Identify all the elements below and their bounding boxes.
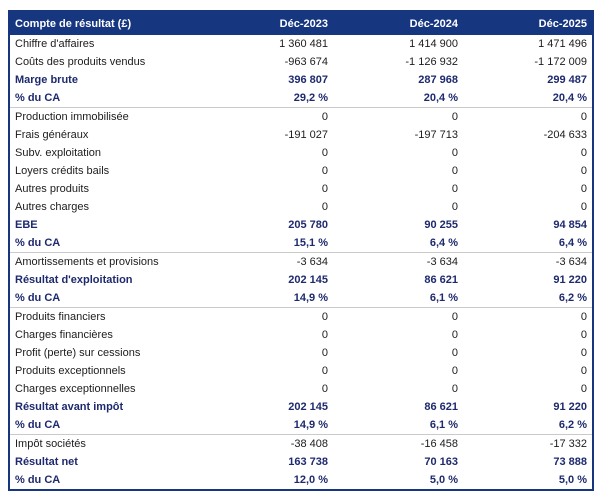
table-row bbox=[9, 126, 593, 144]
row-label: Amortissements et provisions bbox=[15, 256, 159, 268]
row-label: % du CA bbox=[9, 289, 178, 308]
cell-dec-2025: 0 bbox=[580, 329, 587, 341]
cell-dec-2025: 0 bbox=[580, 201, 587, 213]
cell-dec-2023: 0 bbox=[321, 347, 328, 359]
cell-dec-2024: 0 bbox=[451, 201, 458, 213]
table-row bbox=[9, 453, 593, 471]
cell-dec-2025: -204 633 bbox=[543, 129, 587, 141]
row-label: Profit (perte) sur cessions bbox=[15, 347, 141, 359]
cell-dec-2025: 0 bbox=[580, 183, 587, 195]
table-row bbox=[9, 198, 593, 216]
cell-dec-2025: 1 471 496 bbox=[538, 38, 587, 50]
row-label: Autres produits bbox=[15, 183, 89, 195]
cell-dec-2025: 20,4 % bbox=[463, 89, 593, 108]
table-row bbox=[9, 362, 593, 380]
table-row bbox=[9, 144, 593, 162]
cell-dec-2023: 163 738 bbox=[288, 456, 328, 468]
cell-dec-2025: 6,2 % bbox=[463, 416, 593, 435]
cell-dec-2025: 91 220 bbox=[553, 274, 587, 286]
cell-dec-2024: 0 bbox=[451, 311, 458, 323]
cell-dec-2023: 0 bbox=[321, 111, 328, 123]
table-header-row bbox=[9, 11, 593, 35]
table-row bbox=[9, 180, 593, 198]
cell-dec-2023: 202 145 bbox=[288, 401, 328, 413]
cell-dec-2024: -197 713 bbox=[414, 129, 458, 141]
row-label: Chiffre d'affaires bbox=[15, 38, 95, 50]
row-label: Marge brute bbox=[15, 74, 78, 86]
table-row bbox=[9, 326, 593, 344]
table-row bbox=[9, 380, 593, 398]
row-label: EBE bbox=[15, 219, 38, 231]
cell-dec-2024: 20,4 % bbox=[333, 89, 463, 108]
cell-dec-2024: -16 458 bbox=[420, 438, 458, 450]
cell-dec-2023: 14,9 % bbox=[178, 416, 333, 435]
table-row bbox=[9, 271, 593, 289]
cell-dec-2023: -38 408 bbox=[290, 438, 328, 450]
row-label: % du CA bbox=[9, 234, 178, 253]
cell-dec-2025: 0 bbox=[580, 365, 587, 377]
cell-dec-2023: 15,1 % bbox=[178, 234, 333, 253]
cell-dec-2023: 14,9 % bbox=[178, 289, 333, 308]
cell-dec-2023: 0 bbox=[321, 383, 328, 395]
cell-dec-2023: -963 674 bbox=[284, 56, 328, 68]
cell-dec-2024: 0 bbox=[451, 347, 458, 359]
table-row bbox=[9, 108, 593, 127]
row-label: Production immobilisée bbox=[15, 111, 129, 123]
table-row bbox=[9, 471, 593, 490]
cell-dec-2023: 0 bbox=[321, 311, 328, 323]
cell-dec-2025: 6,2 % bbox=[463, 289, 593, 308]
column-header-dec-2024: Déc-2024 bbox=[333, 11, 463, 35]
table-row bbox=[9, 35, 593, 53]
row-label: Charges financières bbox=[15, 329, 113, 341]
cell-dec-2025: -17 332 bbox=[549, 438, 587, 450]
row-label: Produits exceptionnels bbox=[15, 365, 126, 377]
cell-dec-2024: 0 bbox=[451, 111, 458, 123]
row-label: Résultat net bbox=[15, 456, 78, 468]
cell-dec-2023: 0 bbox=[321, 201, 328, 213]
cell-dec-2025: 91 220 bbox=[553, 401, 587, 413]
cell-dec-2025: 94 854 bbox=[553, 219, 587, 231]
cell-dec-2025: 0 bbox=[580, 111, 587, 123]
table-body bbox=[9, 35, 593, 490]
cell-dec-2024: 70 163 bbox=[424, 456, 458, 468]
cell-dec-2025: 0 bbox=[580, 165, 587, 177]
row-label: % du CA bbox=[9, 416, 178, 435]
row-label: Subv. exploitation bbox=[15, 147, 102, 159]
table-row bbox=[9, 253, 593, 272]
table-title: Compte de résultat (£) bbox=[9, 11, 178, 35]
cell-dec-2024: 0 bbox=[451, 147, 458, 159]
cell-dec-2024: 0 bbox=[451, 383, 458, 395]
row-label: % du CA bbox=[15, 474, 61, 486]
cell-dec-2024: 6,1 % bbox=[333, 289, 463, 308]
cell-dec-2025: 73 888 bbox=[553, 456, 587, 468]
cell-dec-2024: 0 bbox=[451, 183, 458, 195]
cell-dec-2024: 6,1 % bbox=[333, 416, 463, 435]
cell-dec-2025: 0 bbox=[580, 347, 587, 359]
cell-dec-2023: 202 145 bbox=[288, 274, 328, 286]
cell-dec-2023: 0 bbox=[321, 183, 328, 195]
cell-dec-2024: 287 968 bbox=[418, 74, 458, 86]
table-row bbox=[9, 344, 593, 362]
row-label: Charges exceptionnelles bbox=[15, 383, 136, 395]
row-label: Coûts des produits vendus bbox=[15, 56, 146, 68]
cell-dec-2023: 396 807 bbox=[288, 74, 328, 86]
cell-dec-2023: 29,2 % bbox=[178, 89, 333, 108]
cell-dec-2025: 0 bbox=[580, 311, 587, 323]
column-header-dec-2025: Déc-2025 bbox=[463, 11, 593, 35]
cell-dec-2024: 0 bbox=[451, 365, 458, 377]
cell-dec-2023: 0 bbox=[321, 329, 328, 341]
cell-dec-2024: 86 621 bbox=[424, 401, 458, 413]
cell-dec-2024: -1 126 932 bbox=[405, 56, 458, 68]
cell-dec-2025: -3 634 bbox=[555, 256, 587, 268]
table-row bbox=[9, 416, 593, 435]
cell-dec-2024: 1 414 900 bbox=[409, 38, 458, 50]
row-label: Impôt sociétés bbox=[15, 438, 86, 450]
column-header-dec-2023: Déc-2023 bbox=[178, 11, 333, 35]
cell-dec-2025: 5,0 % bbox=[558, 474, 587, 486]
cell-dec-2025: 0 bbox=[580, 147, 587, 159]
cell-dec-2025: 0 bbox=[580, 383, 587, 395]
cell-dec-2025: -1 172 009 bbox=[534, 56, 587, 68]
table-row bbox=[9, 308, 593, 327]
table-row bbox=[9, 162, 593, 180]
table-row bbox=[9, 234, 593, 253]
cell-dec-2023: 12,0 % bbox=[293, 474, 328, 486]
table-header bbox=[9, 11, 593, 35]
row-label: Résultat avant impôt bbox=[15, 401, 124, 413]
cell-dec-2023: 0 bbox=[321, 365, 328, 377]
cell-dec-2024: 5,0 % bbox=[429, 474, 458, 486]
cell-dec-2024: -3 634 bbox=[426, 256, 458, 268]
cell-dec-2024: 90 255 bbox=[424, 219, 458, 231]
table-row bbox=[9, 71, 593, 89]
cell-dec-2025: 299 487 bbox=[547, 74, 587, 86]
cell-dec-2023: -191 027 bbox=[284, 129, 328, 141]
row-label: Autres charges bbox=[15, 201, 89, 213]
cell-dec-2024: 6,4 % bbox=[333, 234, 463, 253]
cell-dec-2024: 0 bbox=[451, 329, 458, 341]
table-row bbox=[9, 53, 593, 71]
table-row bbox=[9, 435, 593, 454]
cell-dec-2025: 6,4 % bbox=[463, 234, 593, 253]
row-label: Loyers crédits bails bbox=[15, 165, 110, 177]
cell-dec-2023: 0 bbox=[321, 147, 328, 159]
table-row bbox=[9, 398, 593, 416]
row-label: Produits financiers bbox=[15, 311, 106, 323]
row-label: % du CA bbox=[9, 89, 178, 108]
cell-dec-2024: 86 621 bbox=[424, 274, 458, 286]
cell-dec-2023: 0 bbox=[321, 165, 328, 177]
income-statement-table bbox=[8, 10, 594, 491]
cell-dec-2023: -3 634 bbox=[296, 256, 328, 268]
cell-dec-2024: 0 bbox=[451, 165, 458, 177]
table-row bbox=[9, 289, 593, 308]
cell-dec-2023: 1 360 481 bbox=[279, 38, 328, 50]
row-label: Résultat d'exploitation bbox=[15, 274, 133, 286]
table-row bbox=[9, 216, 593, 234]
cell-dec-2023: 205 780 bbox=[288, 219, 328, 231]
row-label: Frais généraux bbox=[15, 129, 89, 141]
table-row bbox=[9, 89, 593, 108]
